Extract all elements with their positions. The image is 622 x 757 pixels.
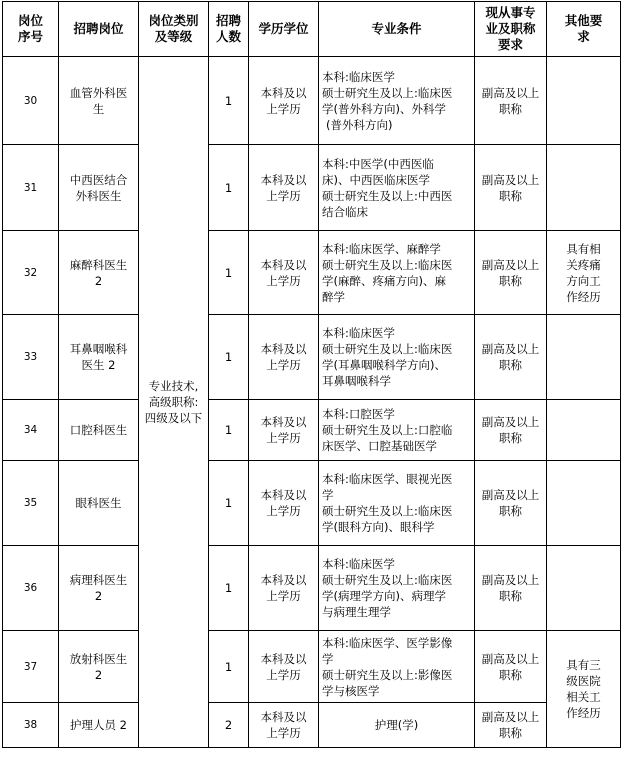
- cell-major: 本科:临床医学 硕士研究生及以上:临床医 学(耳鼻咽喉科学方向)、 耳鼻咽喉科学: [319, 315, 475, 400]
- cell-idx: 33: [3, 315, 59, 400]
- header-post: 招聘岗位: [59, 2, 139, 57]
- table-row: [3, 461, 621, 546]
- cell-major: 本科:临床医学、麻醉学 硕士研究生及以上:临床医 学(麻醉、疼痛方向)、麻 醉学: [319, 231, 475, 315]
- table-row: [3, 57, 621, 145]
- cell-other: 具有相 关疼痛 方向工 作经历: [547, 231, 621, 315]
- header-edu: 学历学位: [249, 2, 319, 57]
- cell-count: 1: [209, 57, 249, 145]
- header-category: 岗位类别 及等级: [139, 2, 209, 57]
- table-row: [3, 546, 621, 631]
- table-row: [3, 400, 621, 461]
- table-row: [3, 631, 621, 703]
- cell-count: 1: [209, 631, 249, 703]
- cell-title: 副高及以上 职称: [475, 315, 547, 400]
- cell-title: 副高及以上 职称: [475, 631, 547, 703]
- cell-post: 病理科医生 2: [59, 546, 139, 631]
- cell-title: 副高及以上 职称: [475, 231, 547, 315]
- header-title: 现从事专 业及职称 要求: [475, 2, 547, 57]
- cell-count: 1: [209, 145, 249, 231]
- cell-edu: 本科及以 上学历: [249, 631, 319, 703]
- cell-other: 具有三 级医院 相关工 作经历: [547, 631, 621, 748]
- cell-major: 本科:临床医学 硕士研究生及以上:临床医 学(病理学方向)、病理学 与病理生理学: [319, 546, 475, 631]
- cell-idx: 34: [3, 400, 59, 461]
- cell-edu: 本科及以 上学历: [249, 57, 319, 145]
- cell-idx: 35: [3, 461, 59, 546]
- cell-post: 护理人员 2: [59, 703, 139, 748]
- cell-major: 本科:临床医学、眼视光医 学 硕士研究生及以上:临床医 学(眼科方向)、眼科学: [319, 461, 475, 546]
- cell-post: 眼科医生: [59, 461, 139, 546]
- cell-idx: 31: [3, 145, 59, 231]
- table-row: [3, 145, 621, 231]
- cell-major: 本科:口腔医学 硕士研究生及以上:口腔临 床医学、口腔基础医学: [319, 400, 475, 461]
- cell-other: [547, 546, 621, 631]
- cell-major: 本科:临床医学 硕士研究生及以上:临床医 学(普外科方向)、外科学 (普外科方向): [319, 57, 475, 145]
- cell-other: [547, 461, 621, 546]
- cell-count: 1: [209, 315, 249, 400]
- cell-edu: 本科及以 上学历: [249, 315, 319, 400]
- cell-other: [547, 400, 621, 461]
- cell-title: 副高及以上 职称: [475, 703, 547, 748]
- cell-idx: 32: [3, 231, 59, 315]
- cell-count: 2: [209, 703, 249, 748]
- cell-post: 中西医结合 外科医生: [59, 145, 139, 231]
- header-other: 其他要 求: [547, 2, 621, 57]
- cell-idx: 37: [3, 631, 59, 703]
- cell-post: 麻醉科医生 2: [59, 231, 139, 315]
- cell-title: 副高及以上 职称: [475, 145, 547, 231]
- cell-count: 1: [209, 461, 249, 546]
- cell-idx: 36: [3, 546, 59, 631]
- table-row: [3, 703, 621, 748]
- cell-edu: 本科及以 上学历: [249, 231, 319, 315]
- cell-edu: 本科及以 上学历: [249, 400, 319, 461]
- cell-major: 本科:临床医学、医学影像 学 硕士研究生及以上:影像医 学与核医学: [319, 631, 475, 703]
- cell-edu: 本科及以 上学历: [249, 461, 319, 546]
- recruitment-table-page: [0, 1, 622, 757]
- cell-edu: 本科及以 上学历: [249, 145, 319, 231]
- cell-count: 1: [209, 546, 249, 631]
- header-major: 专业条件: [319, 2, 475, 57]
- cell-post: 耳鼻咽喉科 医生 2: [59, 315, 139, 400]
- cell-count: 1: [209, 231, 249, 315]
- cell-category: 专业技术, 高级职称: 四级及以下: [139, 57, 209, 748]
- table-row: [3, 231, 621, 315]
- cell-other: [547, 145, 621, 231]
- cell-post: 放射科医生 2: [59, 631, 139, 703]
- cell-major: 本科:中医学(中西医临 床)、中西医临床医学 硕士研究生及以上:中西医 结合临床: [319, 145, 475, 231]
- cell-other: [547, 315, 621, 400]
- cell-count: 1: [209, 400, 249, 461]
- table-header-row: [3, 2, 621, 57]
- cell-edu: 本科及以 上学历: [249, 546, 319, 631]
- cell-title: 副高及以上 职称: [475, 400, 547, 461]
- cell-other: [547, 57, 621, 145]
- header-count: 招聘 人数: [209, 2, 249, 57]
- cell-post: 口腔科医生: [59, 400, 139, 461]
- cell-major: 护理(学): [319, 703, 475, 748]
- header-idx: 岗位 序号: [3, 2, 59, 57]
- recruitment-table: [2, 1, 621, 748]
- table-row: [3, 315, 621, 400]
- cell-title: 副高及以上 职称: [475, 57, 547, 145]
- cell-edu: 本科及以 上学历: [249, 703, 319, 748]
- cell-title: 副高及以上 职称: [475, 461, 547, 546]
- cell-title: 副高及以上 职称: [475, 546, 547, 631]
- cell-post: 血管外科医 生: [59, 57, 139, 145]
- cell-idx: 38: [3, 703, 59, 748]
- cell-idx: 30: [3, 57, 59, 145]
